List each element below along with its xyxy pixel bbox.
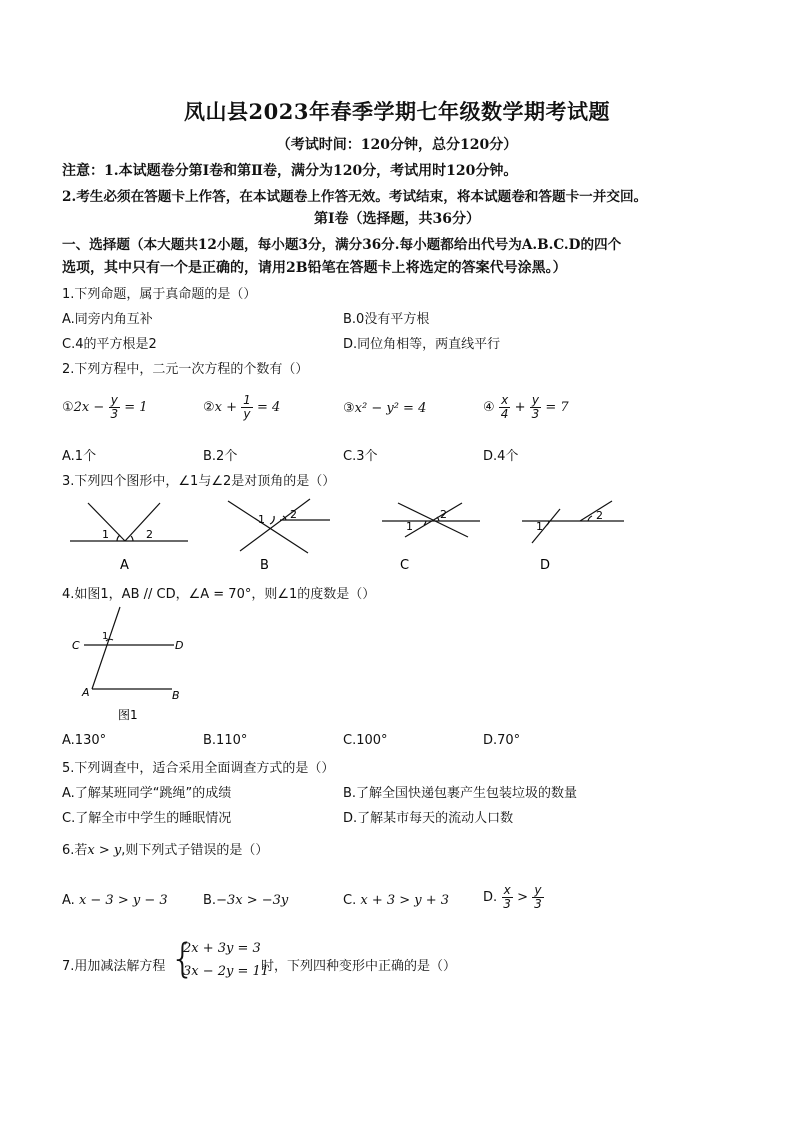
q4-option-c: C.100° — [343, 733, 388, 748]
q2-eq2-rhs: = 4 — [256, 400, 281, 415]
q2-eq1-lhs: 2x − — [73, 400, 105, 415]
q3a-label-2: 2 — [146, 528, 153, 541]
q6-stem-math: x > y — [87, 843, 122, 858]
q6-option-d — [483, 884, 544, 911]
q2-eq4-fraction1 — [499, 394, 511, 421]
q5-stem: 5.下列调查中，适合采用全面调查方式的是（） — [62, 761, 335, 776]
q1-option-d: D.同位角相等，两直线平行 — [343, 337, 501, 352]
q4-option-a: A.130° — [62, 733, 107, 748]
q6-b-expr: −3x > −3y — [216, 893, 289, 908]
q2-eq2-lhs: x + — [214, 400, 238, 415]
q2-eq4-num1: x — [501, 393, 509, 407]
q6-stem-a: 6.若 — [62, 843, 88, 858]
q4-option-d: D.70° — [483, 733, 521, 748]
q7-eq2: 3x − 2y = 11 — [183, 964, 270, 979]
q2-eq4-plus: + — [514, 400, 526, 415]
q2-eq4-num2: y — [531, 393, 539, 407]
q3a-arc1 — [117, 535, 120, 541]
q6-option-a — [62, 893, 168, 908]
q3d-arc2 — [588, 516, 592, 521]
note-2: 2.考生必须在答题卡上作答，在本试题卷上作答无效。考试结束，将本试题卷和答题卡一并交回。 — [62, 189, 648, 205]
q4-label-d: D — [175, 639, 184, 652]
q4-label-a: A — [82, 686, 90, 699]
q2-eq4-den2: 3 — [531, 407, 540, 421]
q4-label-c: C — [72, 639, 80, 652]
q3a-ray-right — [125, 503, 160, 541]
q2-eq2-fraction — [241, 394, 253, 421]
q2-eq4-prefix: ④ — [483, 400, 495, 415]
section1-line1: 一、选择题（本大题共12小题，每小题3分，满分36分.每小题都给出代号为A.B.C.D的四个 — [62, 237, 622, 253]
exam-subtitle: （考试时间：120分钟，总分120分） — [276, 137, 518, 153]
q3c-line2 — [405, 503, 462, 537]
q6-d-den2: 3 — [534, 897, 542, 911]
q1-option-c: C.4的平方根是2 — [62, 337, 157, 352]
q1-option-b: B.0没有平方根 — [343, 312, 430, 327]
q2-eq2 — [203, 394, 280, 421]
q2-option-a: A.1个 — [62, 449, 97, 464]
q1-option-a: A.同旁内角互补 — [62, 312, 153, 327]
q2-eq3-prefix: ③ — [343, 401, 355, 416]
q2-eq1-prefix: ① — [62, 400, 74, 415]
q7-stem-a: 7.用加减法解方程 — [62, 959, 166, 974]
note-1: 注意：1.本试题卷分第Ⅰ卷和第Ⅱ卷，满分为120分，考试用时120分钟。 — [62, 163, 518, 179]
q3a-label-1: 1 — [102, 528, 109, 541]
q6-c-label: C. — [343, 893, 357, 908]
q3-figures — [60, 493, 640, 575]
q6-d-den1: 3 — [503, 897, 511, 911]
q2-eq3-body: x² − y² = 4 — [354, 401, 427, 416]
section1-line2: 选项，其中只有一个是正确的，请用2B铅笔在答题卡上将选定的答案代号涂黑。） — [62, 260, 567, 276]
q4-transversal — [92, 607, 120, 689]
q1-stem: 1.下列命题，属于真命题的是（） — [62, 287, 257, 302]
q6-d-gt: > — [517, 890, 528, 905]
q3-figure-b — [228, 499, 330, 553]
q6-a-expr: x − 3 > y − 3 — [78, 893, 168, 908]
q2-eq1-rhs: = 1 — [124, 400, 148, 415]
q3-stem: 3.下列四个图形中，∠1与∠2是对顶角的是（） — [62, 474, 336, 489]
q6-option-c — [343, 893, 449, 908]
q2-stem: 2.下列方程中，二元一次方程的个数有（） — [62, 362, 309, 377]
q2-option-d: D.4个 — [483, 449, 519, 464]
q2-eq1-den: 3 — [110, 407, 119, 421]
q2-eq4-den1: 4 — [500, 407, 509, 421]
q3c-label-1: 1 — [406, 520, 413, 533]
q6-d-fraction2 — [532, 884, 544, 911]
q7-brace: { — [170, 936, 196, 982]
q6-option-b — [203, 893, 288, 908]
q4-label-1: 1 — [102, 631, 109, 642]
q6-a-label: A. — [62, 893, 75, 908]
q3-option-b: B — [260, 558, 269, 573]
q3b-line2 — [240, 499, 310, 551]
q2-eq1-num: y — [110, 393, 118, 407]
q5-option-c: C.了解全市中学生的睡眠情况 — [62, 811, 232, 826]
q6-stem — [62, 839, 268, 858]
q4-option-b: B.110° — [203, 733, 248, 748]
q3b-arc1 — [270, 516, 274, 524]
q2-eq4-fraction2 — [530, 394, 542, 421]
q6-c-expr: x + 3 > y + 3 — [360, 893, 450, 908]
q2-eq1 — [62, 394, 148, 421]
q5-option-d: D.了解某市每天的流动人口数 — [343, 811, 514, 826]
q3-option-d: D — [540, 558, 551, 573]
q3-option-a: A — [120, 558, 129, 573]
exam-title: 凤山县2023年春季学期七年级数学期考试题 — [184, 99, 610, 124]
q2-eq2-num: 1 — [243, 393, 251, 407]
q6-d-num2: y — [534, 883, 542, 897]
q2-eq4 — [483, 394, 569, 421]
q4-figure-caption: 图1 — [118, 708, 138, 722]
q4-stem: 4.如图1，AB // CD，∠A = 70°，则∠1的度数是（） — [62, 587, 376, 602]
q3-figure-c — [382, 503, 480, 537]
q2-option-b: B.2个 — [203, 449, 238, 464]
q6-d-fraction1 — [501, 884, 513, 911]
q3-figure-a — [70, 503, 188, 541]
q3d-label-1: 1 — [536, 520, 543, 533]
q6-stem-b: ,则下列式子错误的是（） — [121, 843, 269, 858]
q4-label-b: B — [172, 689, 180, 702]
q5-option-a: A.了解某班同学“跳绳”的成绩 — [62, 786, 232, 801]
q2-eq3 — [343, 401, 426, 416]
q2-eq2-prefix: ② — [203, 400, 215, 415]
q3b-label-1: 1 — [258, 513, 265, 526]
q6-d-label: D. — [483, 890, 498, 905]
q2-eq1-fraction — [108, 394, 120, 421]
q3b-label-2: 2 — [290, 508, 297, 521]
q3a-arc2 — [131, 536, 133, 541]
q7-stem-b: 时，下列四种变形中正确的是（） — [261, 959, 457, 974]
q2-option-c: C.3个 — [343, 449, 378, 464]
q2-eq2-den: y — [243, 407, 251, 421]
q5-option-b: B.了解全国快递包裹产生包装垃圾的数量 — [343, 786, 578, 801]
q3-option-c: C — [400, 558, 410, 573]
q2-eq4-rhs: = 7 — [545, 400, 569, 415]
q6-b-label: B. — [203, 893, 217, 908]
q3d-label-2: 2 — [596, 509, 603, 522]
q3c-label-2: 2 — [440, 508, 447, 521]
q6-d-num1: x — [503, 883, 511, 897]
q4-figure — [62, 603, 192, 725]
q7-eq1: 2x + 3y = 3 — [183, 941, 261, 956]
part1-heading: 第Ⅰ卷（选择题，共36分） — [313, 211, 481, 227]
